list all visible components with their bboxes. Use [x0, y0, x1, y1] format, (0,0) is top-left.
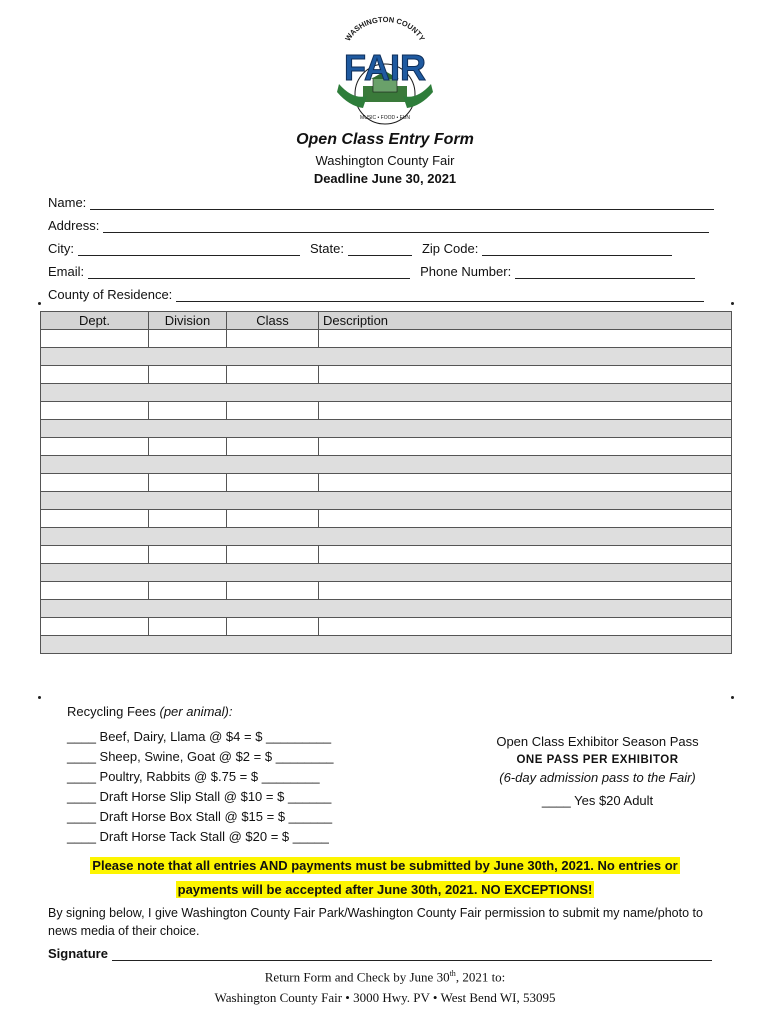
table-row-divider — [41, 348, 732, 366]
state-field[interactable] — [348, 241, 412, 256]
city-label: City: — [48, 241, 74, 256]
county-label: County of Residence: — [48, 287, 173, 302]
email-label: Email: — [48, 264, 85, 279]
description-cell[interactable] — [319, 330, 732, 348]
description-cell[interactable] — [319, 582, 732, 600]
email-row — [48, 264, 705, 279]
return-address: Washington County Fair • 3000 Hwy. PV • West Bend WI, 53095 — [214, 990, 556, 1005]
signature-row — [48, 946, 712, 961]
class-cell[interactable] — [227, 366, 319, 384]
pass-option[interactable]: ____ Yes $20 Adult — [541, 793, 654, 808]
divider-cell — [41, 528, 732, 546]
description-cell[interactable] — [319, 618, 732, 636]
table-header-row — [41, 312, 732, 330]
address-row — [48, 218, 719, 233]
dept-cell[interactable] — [41, 510, 149, 528]
description-cell[interactable] — [319, 438, 732, 456]
description-cell[interactable] — [319, 510, 732, 528]
address-label: Address: — [48, 218, 100, 233]
class-cell[interactable] — [227, 510, 319, 528]
table-row — [41, 546, 732, 564]
table-row — [41, 438, 732, 456]
logo-arc-text: WASHINGTON COUNTY — [343, 16, 427, 43]
class-cell[interactable] — [227, 618, 319, 636]
divider-cell — [41, 600, 732, 618]
table-row — [41, 582, 732, 600]
division-cell[interactable] — [149, 474, 227, 492]
table-row-divider — [41, 636, 732, 654]
county-field[interactable] — [176, 287, 704, 302]
logo-word: FAIR — [343, 47, 427, 88]
entries-table — [40, 311, 732, 654]
dept-cell[interactable] — [41, 474, 149, 492]
recycling-fees — [67, 702, 334, 847]
table-row-divider — [41, 384, 732, 402]
return-instructions: Return Form and Check by June 30th, 2021 to: — [264, 969, 506, 985]
divider-cell — [41, 348, 732, 366]
header-description: Description — [319, 312, 732, 330]
class-cell[interactable] — [227, 546, 319, 564]
dept-cell[interactable] — [41, 366, 149, 384]
division-cell[interactable] — [149, 438, 227, 456]
dept-cell[interactable] — [41, 330, 149, 348]
city-field[interactable] — [78, 241, 300, 256]
table-row-divider — [41, 492, 732, 510]
fee-item[interactable]: ____ Draft Horse Box Stall @ $15 = $ ______ — [67, 809, 333, 824]
division-cell[interactable] — [149, 330, 227, 348]
season-pass — [470, 733, 725, 810]
form-title: Open Class Entry Form — [296, 131, 474, 148]
deadline: Deadline June 30, 2021 — [313, 171, 457, 186]
class-cell[interactable] — [227, 582, 319, 600]
fair-name: Washington County Fair — [315, 153, 455, 168]
fee-item[interactable]: ____ Beef, Dairy, Llama @ $4 = $ _________ — [67, 729, 332, 744]
phone-field[interactable] — [515, 264, 695, 279]
header-class: Class — [227, 312, 319, 330]
table-row-divider — [41, 564, 732, 582]
notice-line-1: Please note that all entries AND payments must be submitted by June 30th, 2021. No entries or — [92, 858, 678, 873]
division-cell[interactable] — [149, 366, 227, 384]
fee-item[interactable]: ____ Draft Horse Tack Stall @ $20 = $ _____ — [67, 829, 329, 844]
signature-label: Signature — [48, 946, 108, 961]
pass-subtitle: ONE PASS PER EXHIBITOR — [516, 754, 679, 766]
division-cell[interactable] — [149, 618, 227, 636]
fair-logo — [333, 16, 437, 130]
table-row-divider — [41, 456, 732, 474]
fees-heading-note: (per animal): — [159, 704, 233, 719]
name-row — [48, 195, 724, 210]
state-label: State: — [310, 241, 344, 256]
corner-dot — [38, 696, 41, 699]
email-field[interactable] — [88, 264, 410, 279]
pass-note: (6-day admission pass to the Fair) — [499, 770, 696, 785]
class-cell[interactable] — [227, 402, 319, 420]
division-cell[interactable] — [149, 510, 227, 528]
corner-dot — [38, 302, 41, 305]
division-cell[interactable] — [149, 546, 227, 564]
header-dept: Dept. — [41, 312, 149, 330]
divider-cell — [41, 384, 732, 402]
divider-cell — [41, 456, 732, 474]
table-row — [41, 402, 732, 420]
notice-line-2: payments will be accepted after June 30th, 2021. NO EXCEPTIONS! — [177, 882, 593, 897]
table-row-divider — [41, 420, 732, 438]
description-cell[interactable] — [319, 474, 732, 492]
dept-cell[interactable] — [41, 618, 149, 636]
county-row — [48, 287, 714, 302]
deadline-notice — [40, 854, 730, 902]
table-row — [41, 510, 732, 528]
header-division: Division — [149, 312, 227, 330]
divider-cell — [41, 636, 732, 654]
fee-item[interactable]: ____ Poultry, Rabbits @ $.75 = $ ________ — [67, 769, 320, 784]
dept-cell[interactable] — [41, 582, 149, 600]
division-cell[interactable] — [149, 402, 227, 420]
fee-item[interactable]: ____ Sheep, Swine, Goat @ $2 = $ ________ — [67, 749, 334, 764]
address-field[interactable] — [103, 218, 709, 233]
corner-dot — [731, 302, 734, 305]
fees-heading: Recycling Fees (per animal): — [67, 704, 233, 719]
logo-ribbon-text: MUSIC • FOOD • FUN — [360, 115, 410, 121]
table-row-divider — [41, 600, 732, 618]
dept-cell[interactable] — [41, 546, 149, 564]
class-cell[interactable] — [227, 474, 319, 492]
phone-label: Phone Number: — [420, 264, 512, 279]
consent-text: By signing below, I give Washington County Fair Park/Washington County Fair permission to submit my name/photo to news media of their choice. — [48, 906, 703, 938]
fee-item[interactable]: ____ Draft Horse Slip Stall @ $10 = $ ______ — [67, 789, 332, 804]
dept-cell[interactable] — [41, 402, 149, 420]
class-cell[interactable] — [227, 438, 319, 456]
zip-label: Zip Code: — [421, 241, 479, 256]
description-cell[interactable] — [319, 366, 732, 384]
dept-cell[interactable] — [41, 438, 149, 456]
table-row — [41, 474, 732, 492]
pass-title: Open Class Exhibitor Season Pass — [496, 734, 699, 749]
divider-cell — [41, 564, 732, 582]
division-cell[interactable] — [149, 582, 227, 600]
signature-field[interactable] — [112, 946, 712, 961]
table-row — [41, 618, 732, 636]
description-cell[interactable] — [319, 546, 732, 564]
name-field[interactable] — [90, 195, 714, 210]
city-row — [48, 241, 682, 256]
table-row — [41, 366, 732, 384]
divider-cell — [41, 420, 732, 438]
name-label: Name: — [48, 195, 87, 210]
divider-cell — [41, 492, 732, 510]
class-cell[interactable] — [227, 330, 319, 348]
corner-dot — [731, 696, 734, 699]
description-cell[interactable] — [319, 402, 732, 420]
zip-field[interactable] — [482, 241, 672, 256]
table-row-divider — [41, 528, 732, 546]
table-row — [41, 330, 732, 348]
